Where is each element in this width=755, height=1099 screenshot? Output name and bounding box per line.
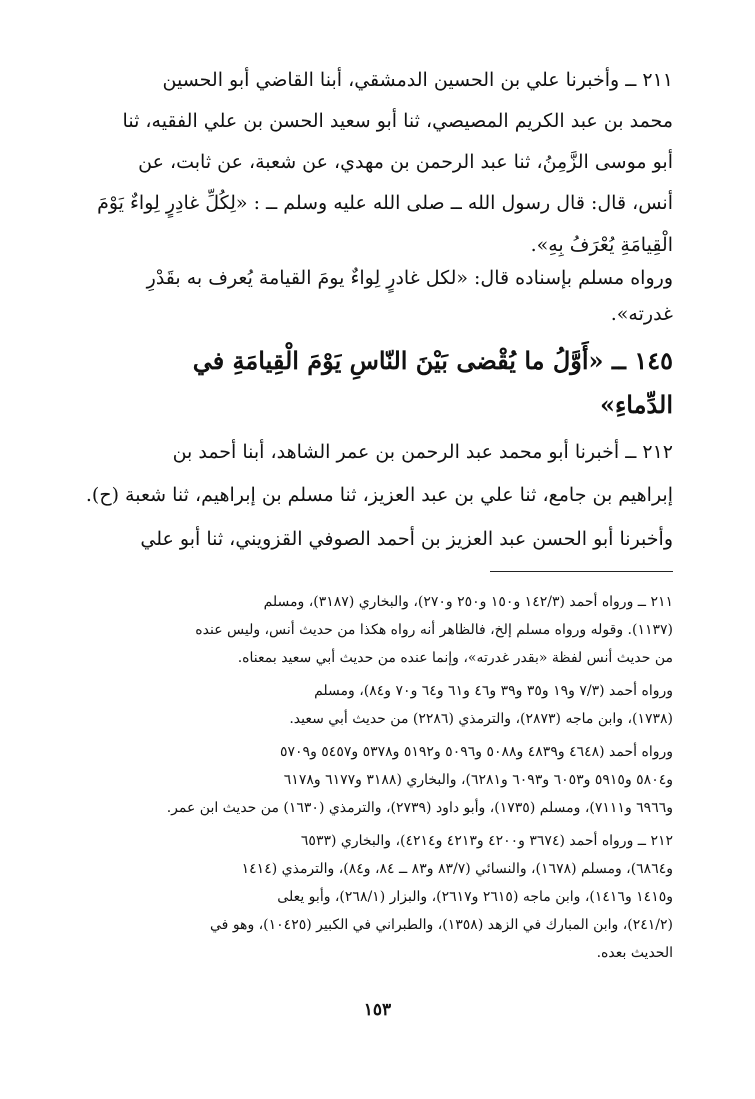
chapter-heading-line: الدِّماءِ» (599, 390, 673, 419)
hadith-212-line: وأخبرنا أبو الحسن عبد العزيز بن أحمد الصوفي القزويني، ثنا أبو علي (140, 528, 673, 550)
hadith-212-line: ٢١٢ ــ أخبرنا أبو محمد عبد الرحمن بن عمر الشاهد، أبنا أحمد بن (172, 441, 673, 463)
hadith-212-line: إبراهيم بن جامع، ثنا علي بن عبد العزيز، ثنا مسلم بن إبراهيم، ثنا شعبة (ح). (85, 484, 673, 506)
hadith-211-line: ٢١١ ــ وأخبرنا علي بن الحسين الدمشقي، أبنا القاضي أبو الحسين (162, 69, 673, 91)
chapter-heading-line: ١٤٥ ــ «أَوَّلُ ما يُقْضى بَيْنَ النّاسِ يَوْمَ الْقِيامَةِ في (192, 346, 673, 375)
footnote-line: (١١٣٧). وقوله ورواه مسلم إلخ، فالظاهر أنه رواه هكذا من حديث أنس، وليس عنده (195, 622, 673, 638)
hadith-211-line: أبو موسى الزَّمِنُ، ثنا عبد الرحمن بن مهدي، عن شعبة، عن ثابت، عن (138, 151, 673, 173)
hadith-211-line: محمد بن عبد الكريم المصيصي، ثنا أبو سعيد الحسن بن علي الفقيه، ثنا (122, 110, 673, 132)
muslim-narration-line: ورواه مسلم بإسناده قال: «لكل غادرٍ لِواءٌ يومَ القيامة يُعرف به بقَدْرِ (146, 267, 673, 289)
footnote-separator (490, 571, 673, 572)
footnote-line: ٢١١ ــ ورواه أحمد (١٤٢/٣ و١٥٠ و٢٥٠ و٢٧٠)، والبخاري (٣١٨٧)، ومسلم (263, 594, 673, 610)
footnote-line: ورواه أحمد (٧/٣ و١٩ و٣٥ و٣٩ و٤٦ و٦١ و٦٤ و٧٠ و٨٤)، ومسلم (314, 683, 673, 699)
page-number: ١٥٣ (363, 1000, 392, 1020)
footnote-line: و٥٨٠٤ و٥٩١٥ و٦٠٥٣ و٦٠٩٣ و٦٢٨١)، والبخاري (٣١٨٨ و٦١٧٧ و٦١٧٨ (283, 772, 673, 788)
footnote-line: و٦٨٦٤)، ومسلم (١٦٧٨)، والنسائي (٨٣/٧ و٨٣ ــ ٨٤، و٨٤)، والترمذي (١٤١٤ (241, 861, 673, 877)
footnote-line: ٢١٢ ــ ورواه أحمد (٣٦٧٤ و٤٢٠٠ و٤٢١٣ و٤٢١٤)، والبخاري (٦٥٣٣ (300, 833, 673, 849)
muslim-narration-line: غدرته». (610, 303, 673, 325)
footnote-line: من حديث أنس لفظة «بقدر غدرته»، وإنما عنده من حديث أبي سعيد بمعناه. (237, 650, 673, 666)
hadith-211-line: الْقِيامَةِ يُعْرَفُ بِهِ». (530, 234, 673, 256)
footnote-line: ورواه أحمد (٤٦٤٨ و٤٨٣٩ و٥٠٨٨ و٥٠٩٦ و٥١٩٢ و٥٣٧٨ و٥٤٥٧ و٥٧٠٩ (279, 744, 673, 760)
footnote-line: (١٧٣٨)، وابن ماجه (٢٨٧٣)، والترمذي (٢٢٨٦) من حديث أبي سعيد. (289, 711, 673, 727)
hadith-211-line: أنس، قال: قال رسول الله ــ صلى الله عليه وسلم ــ : «لِكُلِّ غادِرٍ لِواءٌ يَوْمَ (97, 192, 673, 214)
footnote-line: الحديث بعده. (596, 945, 673, 961)
footnote-line: و١٤١٥ و١٤١٦)، وابن ماجه (٢٦١٥ و٢٦١٧)، والبزار (٢٦٨/١)، وأبو يعلى (277, 889, 673, 905)
footnote-line: (٢٤١/٢)، وابن المبارك في الزهد (١٣٥٨)، والطبراني في الكبير (١٠٤٢٥)، وهو في (210, 917, 673, 933)
footnote-line: و٦٩٦٦ و٧١١١)، ومسلم (١٧٣٥)، وأبو داود (٢٧٣٩)، والترمذي (١٦٣٠) من حديث ابن عمر. (166, 800, 673, 816)
